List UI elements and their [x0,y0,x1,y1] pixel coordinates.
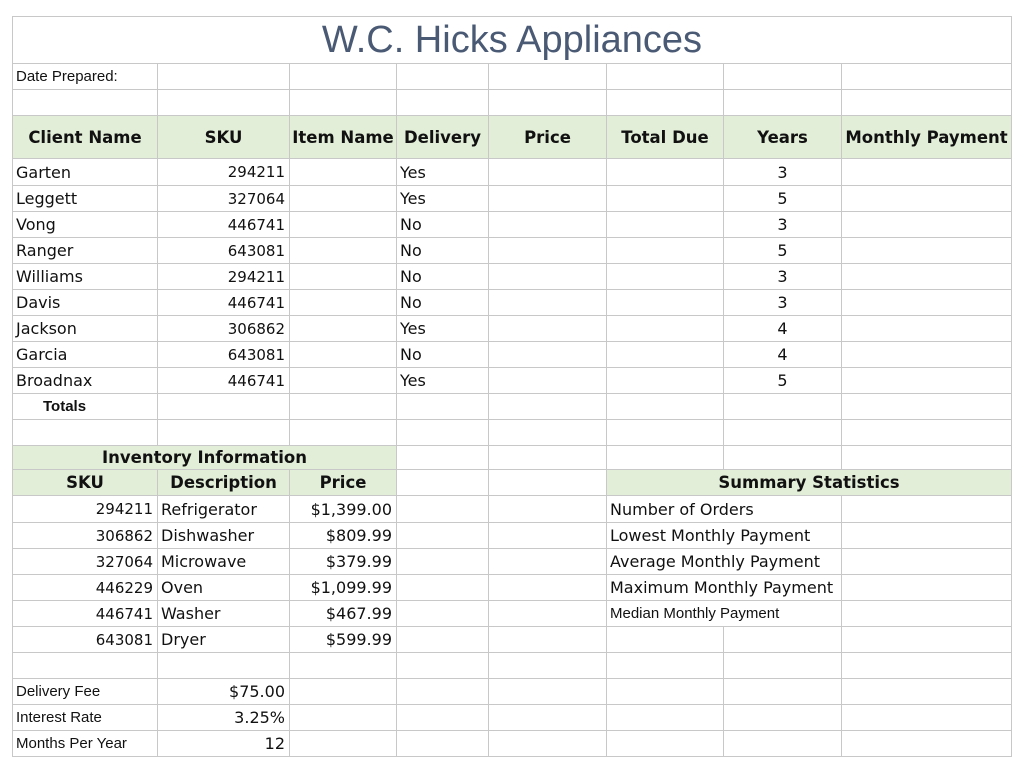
order-years[interactable] [723,158,842,186]
empty-cell[interactable] [488,393,607,420]
order-client[interactable] [12,211,158,238]
order-years[interactable] [723,367,842,394]
empty-cell[interactable] [396,393,489,420]
empty-cell[interactable] [488,315,607,342]
empty-cell[interactable] [841,393,1012,420]
empty-cell[interactable] [841,341,1012,368]
empty-cell[interactable] [157,419,290,446]
order-delivery[interactable] [396,211,489,238]
inventory-sku[interactable] [12,626,158,653]
empty-cell[interactable] [289,419,397,446]
empty-cell[interactable] [606,289,724,316]
empty-cell[interactable] [488,89,607,116]
empty-cell[interactable] [488,158,607,186]
order-delivery[interactable] [396,237,489,264]
summary-item-text: Average Monthly Payment [610,552,820,571]
inventory-sku[interactable] [12,522,158,549]
empty-cell[interactable] [289,730,397,757]
empty-cell[interactable] [488,185,607,212]
inventory-description-text: Oven [161,578,204,597]
order-years[interactable] [723,237,842,264]
inventory-header-1[interactable] [157,469,290,496]
empty-cell[interactable] [606,367,724,394]
empty-cell[interactable] [289,63,397,90]
order-years[interactable] [723,315,842,342]
empty-cell[interactable] [606,341,724,368]
empty-cell[interactable] [488,341,607,368]
empty-cell[interactable] [289,678,397,705]
order-client-text: Garten [16,162,72,182]
order-years-text: 5 [777,371,788,390]
inventory-description[interactable] [157,495,290,523]
empty-cell[interactable] [396,730,489,757]
order-sku-text: 294211 [227,267,285,286]
empty-cell[interactable] [396,419,489,446]
empty-cell[interactable] [488,263,607,290]
summary-item-text: Number of Orders [610,499,754,519]
empty-cell[interactable] [488,522,607,549]
empty-cell[interactable] [289,158,397,186]
empty-cell[interactable] [841,289,1012,316]
empty-cell[interactable] [723,393,842,420]
order-years-text: 3 [777,293,788,312]
inventory-description[interactable] [157,600,290,627]
order-delivery-text: Yes [400,319,426,338]
empty-cell[interactable] [289,89,397,116]
inventory-price-text: $1,099.99 [310,578,392,597]
page-title[interactable] [12,16,1012,64]
empty-cell[interactable] [606,63,724,90]
orders-header-4-text: Price [524,127,571,147]
inventory-sku-text: 643081 [95,630,153,649]
inventory-sku-text: 294211 [95,500,153,518]
empty-cell[interactable] [841,704,1012,731]
order-years[interactable] [723,185,842,212]
empty-cell[interactable] [157,89,290,116]
empty-cell[interactable] [396,469,489,496]
inventory-header-2-text: Price [319,473,367,492]
order-years[interactable] [723,341,842,368]
empty-cell[interactable] [841,445,1012,470]
order-sku-text: 327064 [227,189,285,208]
empty-cell[interactable] [723,730,842,757]
empty-cell[interactable] [606,419,724,446]
empty-cell[interactable] [606,263,724,290]
order-sku[interactable] [157,315,290,342]
order-sku[interactable] [157,185,290,212]
order-delivery-text: No [400,241,422,260]
date-prepared-label-text: Date Prepared: [16,68,118,85]
orders-header-3[interactable] [396,115,489,159]
empty-cell[interactable] [723,704,842,731]
empty-cell[interactable] [606,211,724,238]
page-title-text: W.C. Hicks Appliances [321,18,703,61]
empty-cell[interactable] [841,730,1012,757]
empty-cell[interactable] [841,63,1012,90]
inventory-price[interactable] [289,495,397,523]
empty-cell[interactable] [606,652,724,679]
empty-cell[interactable] [488,704,607,731]
empty-cell[interactable] [841,495,1012,523]
summary-item[interactable] [606,600,842,627]
order-client-text: Leggett [16,189,78,208]
empty-cell[interactable] [396,548,489,575]
order-sku-text: 643081 [227,345,285,364]
empty-cell[interactable] [396,652,489,679]
order-client-text: Vong [16,215,56,234]
inventory-header-2[interactable] [289,469,397,496]
empty-cell[interactable] [157,63,290,90]
empty-cell[interactable] [12,652,158,679]
order-sku[interactable] [157,237,290,264]
inventory-header-0[interactable] [12,469,158,496]
order-years[interactable] [723,211,842,238]
order-client-text: Garcia [16,345,68,364]
order-client-text: Jackson [16,319,77,338]
empty-cell[interactable] [488,367,607,394]
empty-cell[interactable] [157,393,290,420]
order-sku-text: 294211 [227,163,285,181]
empty-cell[interactable] [841,522,1012,549]
inventory-price[interactable] [289,600,397,627]
inventory-description-text: Microwave [161,552,247,571]
inventory-price-text: $1,399.00 [310,499,392,519]
inventory-price-text: $809.99 [325,526,392,545]
order-delivery-text: Yes [400,189,426,208]
empty-cell[interactable] [723,652,842,679]
constant-label[interactable] [12,704,158,731]
inventory-header-0-text: SKU [66,473,104,492]
empty-cell[interactable] [841,263,1012,290]
empty-cell[interactable] [289,211,397,238]
order-client[interactable] [12,263,158,290]
inventory-description-text: Dryer [161,630,206,649]
empty-cell[interactable] [606,445,724,470]
inventory-price[interactable] [289,626,397,653]
empty-cell[interactable] [606,393,724,420]
order-years[interactable] [723,289,842,316]
order-sku-text: 446741 [227,293,285,312]
empty-cell[interactable] [488,678,607,705]
order-client-text: Broadnax [16,371,93,390]
orders-header-6[interactable] [723,115,842,159]
summary-title[interactable] [606,469,1012,496]
empty-cell[interactable] [841,185,1012,212]
empty-cell[interactable] [841,158,1012,186]
empty-cell[interactable] [841,89,1012,116]
empty-cell[interactable] [289,704,397,731]
inventory-sku[interactable] [12,600,158,627]
empty-cell[interactable] [606,315,724,342]
empty-cell[interactable] [289,367,397,394]
empty-cell[interactable] [12,419,158,446]
empty-cell[interactable] [606,704,724,731]
order-years-text: 3 [777,162,788,182]
empty-cell[interactable] [488,63,607,90]
empty-cell[interactable] [606,158,724,186]
order-years[interactable] [723,263,842,290]
order-sku-text: 446741 [227,371,285,390]
order-sku-text: 446741 [227,215,285,234]
empty-cell[interactable] [289,315,397,342]
constant-value-text: 12 [264,734,285,753]
order-delivery[interactable] [396,185,489,212]
order-sku[interactable] [157,367,290,394]
order-sku[interactable] [157,158,290,186]
empty-cell[interactable] [841,419,1012,446]
order-years-text: 4 [777,319,788,338]
empty-cell[interactable] [289,341,397,368]
inventory-sku-text: 446229 [95,578,153,597]
empty-cell[interactable] [841,574,1012,601]
empty-cell[interactable] [841,626,1012,653]
orders-header-6-text: Years [757,127,808,147]
empty-cell[interactable] [396,63,489,90]
order-sku-text: 306862 [227,319,285,338]
order-sku[interactable] [157,263,290,290]
empty-cell[interactable] [841,548,1012,575]
order-delivery-text: Yes [400,371,426,390]
inventory-price-text: $467.99 [325,604,392,623]
empty-cell[interactable] [488,419,607,446]
empty-cell[interactable] [12,89,158,116]
totals-label[interactable] [12,393,158,420]
empty-cell[interactable] [723,419,842,446]
inventory-price-text: $379.99 [325,552,392,571]
order-delivery[interactable] [396,289,489,316]
order-client-text: Davis [16,293,61,312]
empty-cell[interactable] [488,574,607,601]
constant-value[interactable] [157,704,290,731]
constant-label-text: Delivery Fee [16,683,101,700]
order-delivery-text: No [400,293,422,312]
order-years-text: 5 [777,189,788,208]
empty-cell[interactable] [841,211,1012,238]
empty-cell[interactable] [289,289,397,316]
order-sku-text: 643081 [227,241,285,260]
empty-cell[interactable] [488,548,607,575]
inventory-description[interactable] [157,574,290,601]
order-delivery[interactable] [396,341,489,368]
order-client[interactable] [12,289,158,316]
order-delivery[interactable] [396,315,489,342]
order-client-text: Williams [16,267,83,286]
summary-item-text: Maximum Monthly Payment [610,578,834,597]
summary-item[interactable] [606,522,842,549]
order-client[interactable] [12,341,158,368]
orders-header-7[interactable] [841,115,1012,159]
empty-cell[interactable] [841,678,1012,705]
empty-cell[interactable] [841,600,1012,627]
empty-cell[interactable] [289,185,397,212]
orders-header-1-text: SKU [204,127,243,147]
order-delivery-text: No [400,267,422,286]
orders-header-5-text: Total Due [621,127,709,147]
order-years-text: 4 [777,345,788,364]
empty-cell[interactable] [289,652,397,679]
order-delivery-text: No [400,345,422,364]
empty-cell[interactable] [606,678,724,705]
summary-item-text: Median Monthly Payment [610,605,780,622]
date-prepared-label[interactable] [12,63,158,90]
order-years-text: 3 [777,267,788,286]
empty-cell[interactable] [723,678,842,705]
empty-cell[interactable] [396,445,489,470]
empty-cell[interactable] [396,678,489,705]
empty-cell[interactable] [488,495,607,523]
empty-cell[interactable] [488,600,607,627]
empty-cell[interactable] [841,367,1012,394]
empty-cell[interactable] [723,89,842,116]
inventory-price-text: $599.99 [325,630,392,649]
inventory-description-text: Refrigerator [161,499,257,519]
totals-label-text: Totals [43,398,87,415]
empty-cell[interactable] [289,393,397,420]
empty-cell[interactable] [488,289,607,316]
constant-label-text: Interest Rate [16,709,102,726]
constant-value[interactable] [157,678,290,705]
empty-cell[interactable] [488,730,607,757]
empty-cell[interactable] [841,237,1012,264]
inventory-description-text: Washer [161,604,221,623]
inventory-sku[interactable] [12,548,158,575]
order-years-text: 5 [777,241,788,260]
constant-label[interactable] [12,730,158,757]
empty-cell[interactable] [723,63,842,90]
order-delivery-text: Yes [400,162,426,182]
summary-item[interactable] [606,495,842,523]
empty-cell[interactable] [488,652,607,679]
empty-cell[interactable] [606,89,724,116]
constant-label[interactable] [12,678,158,705]
order-client[interactable] [12,367,158,394]
order-delivery[interactable] [396,158,489,186]
empty-cell[interactable] [396,522,489,549]
empty-cell[interactable] [396,600,489,627]
constant-value-text: $75.00 [229,682,285,701]
inventory-sku-text: 306862 [95,526,153,545]
inventory-description[interactable] [157,626,290,653]
order-sku[interactable] [157,341,290,368]
order-delivery[interactable] [396,263,489,290]
orders-header-1[interactable] [157,115,290,159]
empty-cell[interactable] [488,237,607,264]
orders-header-7-text: Monthly Payment [845,127,1008,147]
empty-cell[interactable] [488,469,607,496]
inventory-sku[interactable] [12,495,158,523]
empty-cell[interactable] [606,185,724,212]
empty-cell[interactable] [488,626,607,653]
inventory-title[interactable] [12,445,397,470]
empty-cell[interactable] [606,626,724,653]
empty-cell[interactable] [488,211,607,238]
orders-header-4[interactable] [488,115,607,159]
constant-value[interactable] [157,730,290,757]
inventory-description-text: Dishwasher [161,526,255,545]
inventory-description[interactable] [157,548,290,575]
order-client[interactable] [12,315,158,342]
summary-item[interactable] [606,574,842,601]
inventory-sku-text: 446741 [95,604,153,623]
order-client[interactable] [12,237,158,264]
empty-cell[interactable] [289,237,397,264]
empty-cell[interactable] [606,730,724,757]
empty-cell[interactable] [723,445,842,470]
inventory-price[interactable] [289,574,397,601]
orders-header-3-text: Delivery [403,127,482,147]
order-delivery-text: No [400,215,422,234]
empty-cell[interactable] [157,652,290,679]
inventory-description[interactable] [157,522,290,549]
empty-cell[interactable] [289,263,397,290]
order-client[interactable] [12,185,158,212]
orders-header-0[interactable] [12,115,158,159]
orders-header-2-text: Item Name [292,127,394,147]
inventory-header-1-text: Description [170,473,277,492]
order-years-text: 3 [777,215,788,234]
inventory-sku-text: 327064 [95,552,153,571]
empty-cell[interactable] [841,652,1012,679]
order-delivery[interactable] [396,367,489,394]
empty-cell[interactable] [396,704,489,731]
inventory-price[interactable] [289,522,397,549]
inventory-sku[interactable] [12,574,158,601]
empty-cell[interactable] [396,495,489,523]
order-client[interactable] [12,158,158,186]
empty-cell[interactable] [841,315,1012,342]
inventory-price[interactable] [289,548,397,575]
inventory-title-text: Inventory Information [102,448,307,467]
orders-header-5[interactable] [606,115,724,159]
summary-item-text: Lowest Monthly Payment [610,526,811,545]
empty-cell[interactable] [723,626,842,653]
constant-value-text: 3.25% [234,708,285,727]
order-sku[interactable] [157,211,290,238]
summary-title-text: Summary Statistics [718,473,900,492]
order-sku[interactable] [157,289,290,316]
summary-item[interactable] [606,548,842,575]
empty-cell[interactable] [396,574,489,601]
empty-cell[interactable] [488,445,607,470]
orders-header-0-text: Client Name [28,127,142,147]
empty-cell[interactable] [396,626,489,653]
order-client-text: Ranger [16,241,74,260]
empty-cell[interactable] [606,237,724,264]
orders-header-2[interactable] [289,115,397,159]
constant-label-text: Months Per Year [16,735,127,752]
empty-cell[interactable] [396,89,489,116]
